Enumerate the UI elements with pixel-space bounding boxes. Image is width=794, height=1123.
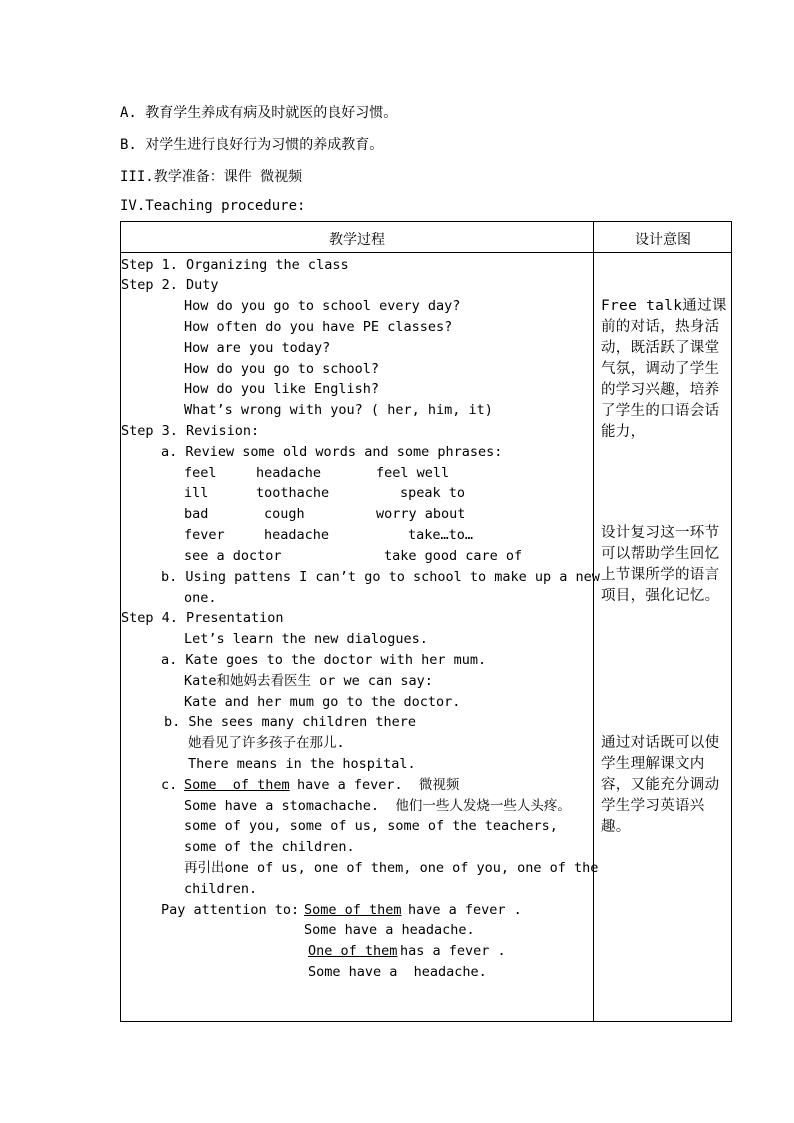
vocab-word: toothache: [256, 485, 330, 501]
vocab-word: bad: [184, 506, 209, 522]
dialogue-c-line: 再引出one of us, one of them, one of you, one of the: [184, 860, 599, 876]
intent-note-dialogue: 通过对话既可以使学生理解课文内容，又能充分调动学生学习英语兴趣。: [601, 735, 720, 835]
revision-b-cont: one.: [184, 590, 217, 606]
dialogue-c-line: some of you, some of us, some of the teachers,: [184, 818, 558, 834]
duty-question: How often do you have PE classes?: [184, 319, 453, 335]
dialogue-b-note: There means in the hospital.: [188, 756, 416, 772]
dialogue-c-line: some of the children.: [184, 839, 355, 855]
dialogue-c-marker: c.: [161, 777, 178, 793]
pay-attention-label: Pay attention to:: [161, 902, 300, 918]
vocab-word: headache: [264, 527, 330, 543]
teaching-preparation: III.教学准备：课件 微视频: [120, 169, 303, 185]
duty-question: How do you go to school every day?: [184, 298, 461, 314]
vocab-phrase: feel well: [376, 465, 450, 481]
step-2: Step 2. Duty: [121, 277, 219, 293]
vocab-phrase: worry about: [376, 506, 466, 522]
revision-b: b. Using pattens I can’t go to school to make up a new: [161, 569, 600, 585]
vocab-word: cough: [264, 506, 305, 522]
dialogue-c-line: children.: [184, 881, 258, 897]
step-1: Step 1. Organizing the class: [121, 257, 349, 273]
dialogue-c-rest: have a fever. 微视频: [297, 777, 460, 793]
duty-question: How are you today?: [184, 340, 331, 356]
step-4: Step 4. Presentation: [121, 610, 284, 626]
pay-attention-underlined: One of them: [308, 943, 398, 959]
dialogue-b-translation: 她看见了许多孩子在那儿.: [188, 735, 345, 751]
header-divider: [121, 252, 731, 253]
pay-attention-rest: have a fever .: [408, 902, 522, 918]
teaching-procedure-heading: IV.Teaching procedure:: [120, 198, 306, 214]
objective-a: A. 教育学生养成有病及时就医的良好习惯。: [120, 105, 398, 121]
dialogue-a-translation: Kate和她妈去看医生 or we can say:: [184, 673, 433, 689]
dialogue-c-line: Some have a stomachache. 他们一些人发烧一些人头疼。: [184, 798, 571, 814]
vocab-phrase: take good care of: [384, 548, 523, 564]
vocab-phrase: take…to…: [408, 527, 474, 543]
intent-note-duty: Free talk通过课前的对话，热身活动，既活跃了课堂气氛，调动了学生的学习兴趣，培养了学生的口语会话能力，: [601, 298, 727, 440]
presentation-intro: Let’s learn the new dialogues.: [184, 631, 428, 647]
pay-attention-line: Some have a headache.: [304, 922, 475, 938]
pay-attention-rest: has a fever .: [400, 943, 506, 959]
vocab-phrase: see a doctor: [184, 548, 282, 564]
intent-note-revision: 设计复习这一环节可以帮助学生回忆上节课所学的语言项目，强化记忆。: [601, 525, 720, 604]
column-header-process: 教学过程: [329, 232, 385, 248]
vocab-word: ill: [184, 485, 209, 501]
duty-question: What’s wrong with you? ( her, him, it): [184, 402, 493, 418]
pay-attention-line: Some have a headache.: [308, 964, 487, 980]
duty-question: How do you like English?: [184, 381, 380, 397]
column-divider: [593, 222, 594, 1021]
dialogue-a-alt: Kate and her mum go to the doctor.: [184, 694, 461, 710]
duty-question: How do you go to school?: [184, 361, 380, 377]
dialogue-a: a. Kate goes to the doctor with her mum.: [161, 652, 487, 668]
vocab-word: feel: [184, 465, 217, 481]
vocab-phrase: speak to: [400, 485, 466, 501]
vocab-word: fever: [184, 527, 225, 543]
objective-b: B. 对学生进行良好行为习惯的养成教育。: [120, 137, 384, 153]
vocab-word: headache: [256, 465, 322, 481]
pay-attention-underlined: Some of them: [304, 902, 402, 918]
revision-a: a. Review some old words and some phrases:: [161, 444, 503, 460]
step-3: Step 3. Revision:: [121, 423, 260, 439]
dialogue-b: b. She sees many children there: [164, 714, 416, 730]
dialogue-c-underlined: Some of them: [184, 777, 290, 793]
column-header-intent: 设计意图: [635, 232, 691, 248]
procedure-table: [120, 221, 732, 1022]
